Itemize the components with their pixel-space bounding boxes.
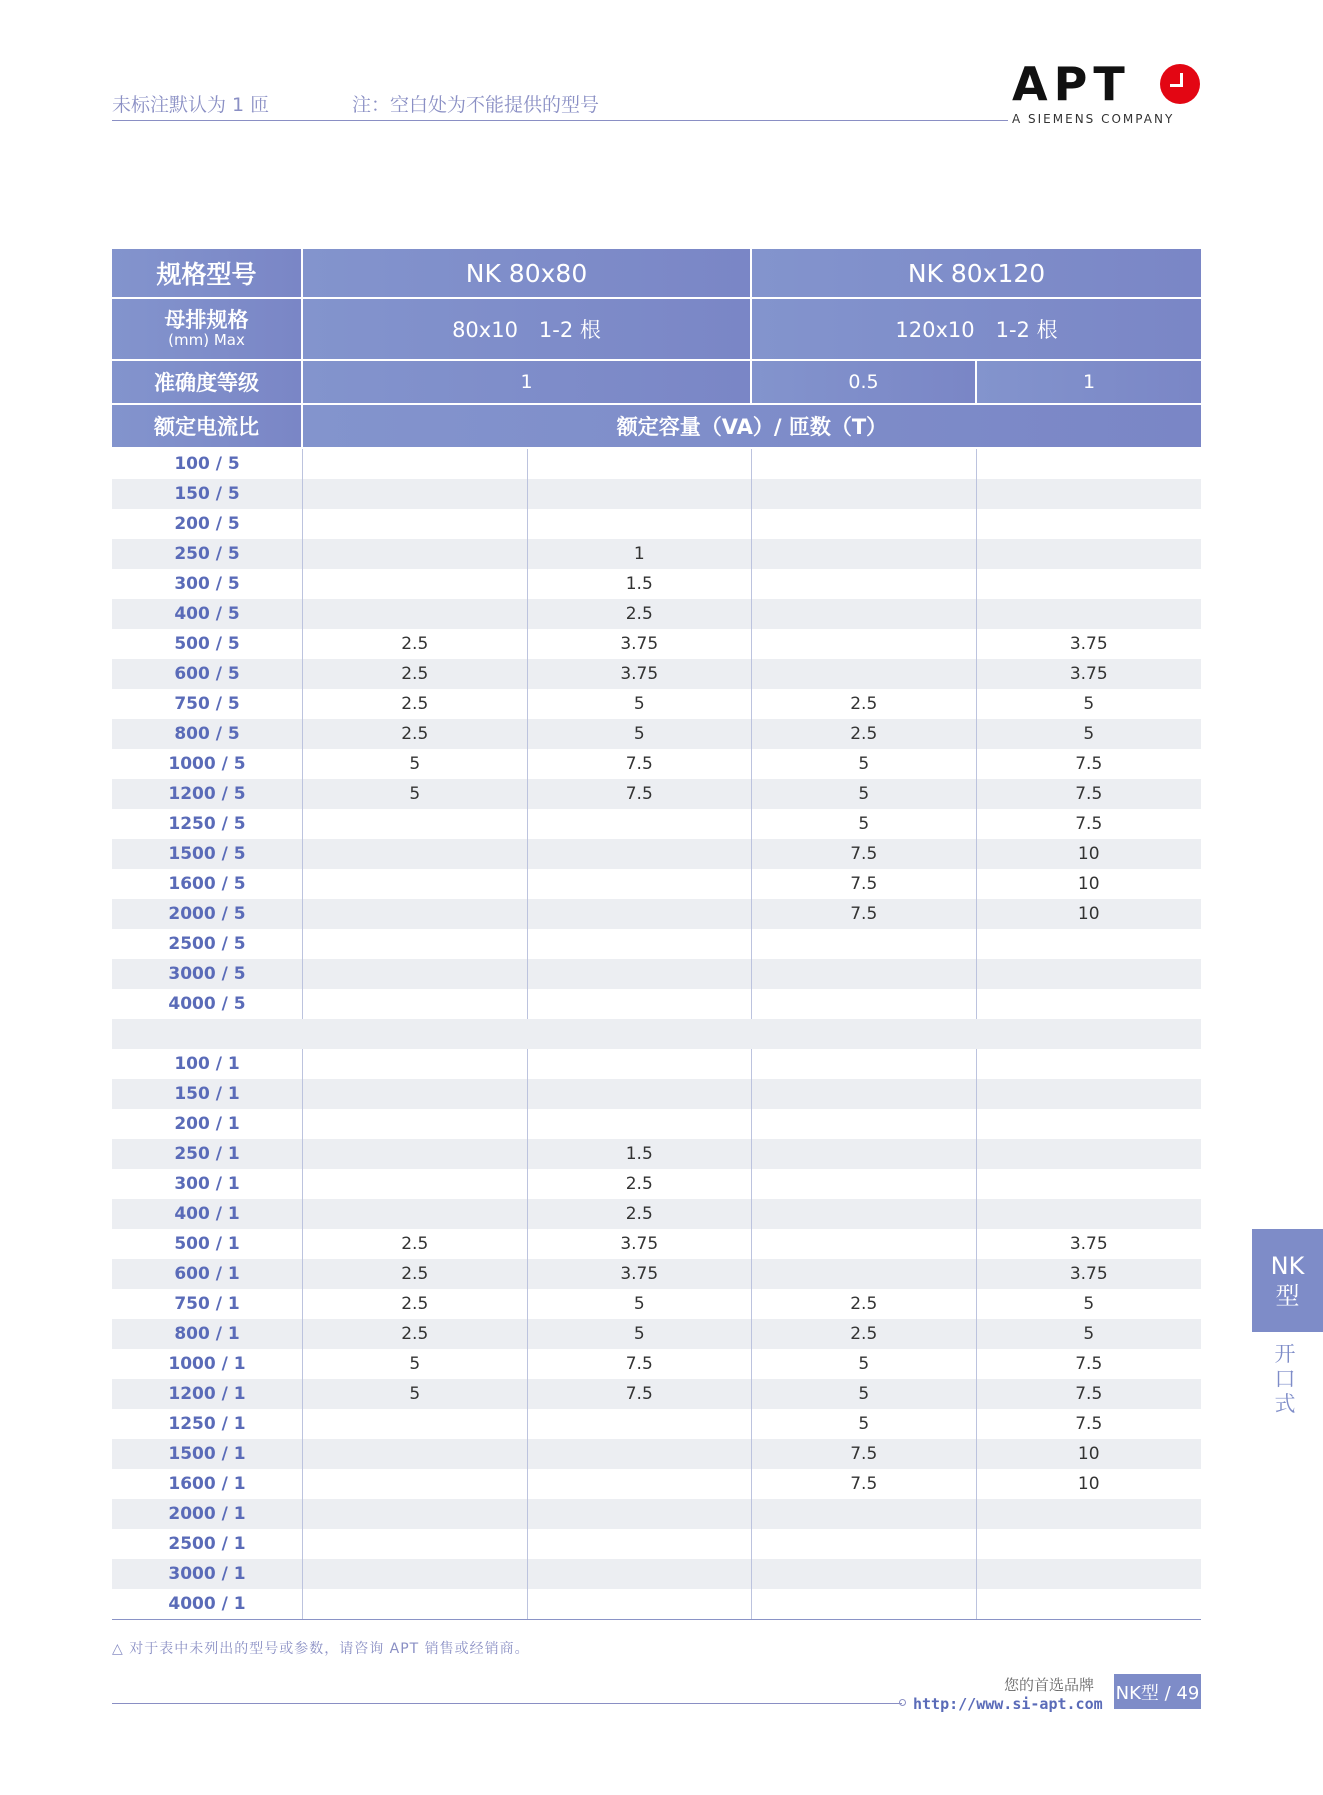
capacity-cell: 3.75 (1069, 634, 1108, 654)
capacity-cell (752, 1229, 977, 1259)
table-row (112, 449, 1201, 479)
table-row (112, 719, 1201, 749)
capacity-cell (752, 629, 977, 659)
capacity-cell (528, 479, 753, 509)
footer-rule (112, 1703, 902, 1704)
table-row (112, 1049, 1201, 1079)
ratio-cell: 250 / 5 (112, 539, 303, 569)
capacity-cell (528, 869, 753, 899)
capacity-cell: 7.5 (752, 839, 977, 869)
capacity-cell: 2.5 (303, 1289, 528, 1319)
capacity-cell (528, 449, 753, 479)
capacity-cell (977, 1529, 1202, 1559)
capacity-cell (752, 479, 977, 509)
capacity-cell (977, 539, 1202, 569)
capacity-cell (528, 809, 753, 839)
busbar-label: 母排规格 (164, 308, 249, 333)
ratio-cell: 4000 / 5 (112, 989, 303, 1019)
ratio-cell: 150 / 5 (112, 479, 303, 509)
capacity-cell: 2.5 (752, 719, 977, 749)
capacity-cell (752, 989, 977, 1019)
capacity-cell (528, 929, 753, 959)
capacity-cell (528, 1499, 753, 1529)
ratio-cell: 2000 / 1 (112, 1499, 303, 1529)
capacity-cell: 3.75 (1069, 1264, 1108, 1284)
ratio-cell: 150 / 1 (112, 1079, 303, 1109)
ratio-cell: 1250 / 1 (112, 1409, 303, 1439)
capacity-cell (977, 1169, 1202, 1199)
capacity-cell (528, 1529, 753, 1559)
capacity-cell (303, 839, 528, 869)
capacity-cell (977, 959, 1202, 989)
capacity-label: 额定容量（VA）/ 匝数（T） (303, 405, 1201, 449)
capacity-cell: 1 (528, 539, 753, 569)
table-row (112, 1469, 1201, 1499)
table-row (112, 539, 1201, 569)
table-row (112, 1319, 1201, 1349)
logo-wordmark: APT (1012, 57, 1131, 111)
capacity-cell: 5 (303, 1379, 528, 1409)
apt-logo (1012, 58, 1202, 128)
capacity-cell: 5 (528, 1319, 753, 1349)
capacity-cell (528, 1409, 753, 1439)
model-b: NK 80x120 (752, 249, 1201, 299)
footnote: △ 对于表中未列出的型号或参数，请咨询 APT 销售或经销商。 (112, 1641, 530, 1657)
capacity-cell (752, 959, 977, 989)
capacity-cell (528, 1559, 753, 1589)
ratio-cell: 1600 / 5 (112, 869, 303, 899)
capacity-cell (977, 1589, 1202, 1619)
capacity-cell (303, 449, 528, 479)
capacity-cell (528, 1109, 753, 1139)
capacity-cell (303, 989, 528, 1019)
capacity-cell (752, 1199, 977, 1229)
capacity-cell: 5 (752, 1349, 977, 1379)
capacity-cell: 3.75 (528, 659, 753, 689)
capacity-cell (303, 959, 528, 989)
capacity-cell (752, 659, 977, 689)
capacity-cell (752, 509, 977, 539)
capacity-cell (303, 1409, 528, 1439)
capacity-cell: 2.5 (528, 1169, 753, 1199)
table-row (112, 1439, 1201, 1469)
section-gap-row (112, 1019, 1201, 1049)
capacity-cell: 5 (528, 719, 753, 749)
ratio-cell: 200 / 5 (112, 509, 303, 539)
capacity-cell (977, 509, 1202, 539)
capacity-cell: 2.5 (752, 1289, 977, 1319)
default-turns-note: 未标注默认为 1 匝 (112, 94, 270, 116)
capacity-cell (528, 509, 753, 539)
capacity-cell (977, 1559, 1202, 1589)
capacity-cell (977, 599, 1202, 629)
ratio-cell: 500 / 5 (112, 629, 303, 659)
capacity-cell: 3.75 (528, 1229, 753, 1259)
grade-label: 准确度等级 (112, 361, 303, 405)
ratio-cell: 1250 / 5 (112, 809, 303, 839)
busbar-a: 80x10 1-2 根 (303, 299, 752, 361)
capacity-cell (752, 929, 977, 959)
table-row (112, 689, 1201, 719)
spec-label: 规格型号 (112, 249, 303, 299)
ratio-cell: 400 / 1 (112, 1199, 303, 1229)
capacity-cell (977, 1499, 1202, 1529)
website-link[interactable]: http://www.si-apt.com (913, 1695, 1103, 1713)
capacity-cell: 5 (752, 809, 977, 839)
table-row (112, 1529, 1201, 1559)
capacity-cell: 5 (303, 1349, 528, 1379)
header-row-model (112, 249, 1201, 299)
capacity-cell (303, 1199, 528, 1229)
ratio-cell: 250 / 1 (112, 1139, 303, 1169)
capacity-cell (303, 809, 528, 839)
capacity-cell (528, 1589, 753, 1619)
capacity-cell (752, 1499, 977, 1529)
table-row (112, 1499, 1201, 1529)
capacity-cell: 5 (303, 749, 528, 779)
ratio-cell: 3000 / 5 (112, 959, 303, 989)
capacity-cell: 2.5 (303, 1229, 528, 1259)
capacity-cell: 2.5 (752, 689, 977, 719)
capacity-cell (752, 569, 977, 599)
capacity-cell: 7.5 (752, 869, 977, 899)
capacity-cell: 7.5 (1075, 784, 1103, 804)
header-row-ratio (112, 405, 1201, 449)
capacity-cell (977, 1139, 1202, 1169)
capacity-cell (303, 539, 528, 569)
capacity-cell: 3.75 (528, 1259, 753, 1289)
table-row (112, 479, 1201, 509)
capacity-cell (303, 1439, 528, 1469)
capacity-cell (977, 1109, 1202, 1139)
capacity-cell: 5 (752, 749, 977, 779)
header-row-busbar (112, 299, 1201, 361)
table-row (112, 509, 1201, 539)
busbar-b: 120x10 1-2 根 (752, 299, 1201, 361)
table-row (112, 779, 1201, 809)
capacity-cell: 10 (1077, 904, 1100, 924)
capacity-cell (528, 899, 753, 929)
capacity-cell: 2.5 (303, 689, 528, 719)
ratio-cell: 200 / 1 (112, 1109, 303, 1139)
side-tab-nk[interactable] (1252, 1229, 1323, 1332)
grade-a: 1 (303, 361, 752, 405)
logo-tagline: A SIEMENS COMPANY (1012, 112, 1175, 126)
capacity-cell (528, 1439, 753, 1469)
busbar-unit: (mm) Max (168, 331, 245, 350)
ratio-cell: 1500 / 5 (112, 839, 303, 869)
capacity-cell (752, 1589, 977, 1619)
ratio-cell: 1500 / 1 (112, 1439, 303, 1469)
ratio-cell: 100 / 5 (112, 449, 303, 479)
capacity-cell: 5 (1083, 724, 1095, 744)
table-row (112, 659, 1201, 689)
capacity-cell: 7.5 (752, 1469, 977, 1499)
capacity-cell: 2.5 (528, 1199, 753, 1229)
capacity-cell (303, 1079, 528, 1109)
table-row (112, 1169, 1201, 1199)
capacity-cell: 10 (1077, 844, 1100, 864)
capacity-cell (977, 1049, 1202, 1079)
grade-b1: 0.5 (752, 361, 977, 405)
capacity-cell (977, 479, 1202, 509)
ratio-cell: 500 / 1 (112, 1229, 303, 1259)
capacity-cell (977, 449, 1202, 479)
capacity-cell: 7.5 (528, 1349, 753, 1379)
capacity-cell (303, 1529, 528, 1559)
table-row (112, 809, 1201, 839)
capacity-cell: 7.5 (528, 1379, 753, 1409)
capacity-cell: 5 (528, 1289, 753, 1319)
capacity-cell (752, 1169, 977, 1199)
table-row (112, 1259, 1201, 1289)
slogan: 您的首选品牌 (1004, 1676, 1095, 1694)
capacity-cell (752, 1139, 977, 1169)
capacity-cell (303, 1139, 528, 1169)
capacity-cell: 7.5 (1075, 754, 1103, 774)
ratio-cell: 750 / 5 (112, 689, 303, 719)
capacity-cell (528, 989, 753, 1019)
capacity-cell (303, 929, 528, 959)
ratio-cell: 300 / 1 (112, 1169, 303, 1199)
capacity-cell: 5 (752, 1409, 977, 1439)
table-row (112, 1229, 1201, 1259)
capacity-cell (303, 599, 528, 629)
capacity-cell: 2.5 (303, 1259, 528, 1289)
ratio-cell: 1200 / 1 (112, 1379, 303, 1409)
table-row (112, 929, 1201, 959)
capacity-cell: 5 (1083, 1294, 1095, 1314)
table-row (112, 959, 1201, 989)
capacity-cell: 5 (1083, 1324, 1095, 1344)
table-row (112, 1079, 1201, 1109)
capacity-cell: 10 (1077, 874, 1100, 894)
busbar-label-cell (112, 299, 303, 361)
capacity-cell (752, 539, 977, 569)
capacity-cell (303, 899, 528, 929)
ratio-cell: 600 / 1 (112, 1259, 303, 1289)
capacity-cell (303, 1559, 528, 1589)
ratio-cell: 2500 / 5 (112, 929, 303, 959)
table-row (112, 1139, 1201, 1169)
capacity-cell (303, 569, 528, 599)
capacity-cell (752, 599, 977, 629)
table-row (112, 749, 1201, 779)
table-row (112, 1109, 1201, 1139)
capacity-cell: 3.75 (528, 629, 753, 659)
capacity-cell (303, 479, 528, 509)
blank-cell-note: 注：空白处为不能提供的型号 (352, 94, 600, 116)
ratio-cell: 1000 / 1 (112, 1349, 303, 1379)
table-row (112, 899, 1201, 929)
ratio-label: 额定电流比 (112, 405, 303, 449)
ratio-cell: 800 / 5 (112, 719, 303, 749)
capacity-cell (528, 1469, 753, 1499)
capacity-cell: 7.5 (1075, 1384, 1103, 1404)
capacity-cell: 5 (528, 689, 753, 719)
capacity-cell: 5 (303, 779, 528, 809)
ratio-cell: 100 / 1 (112, 1049, 303, 1079)
capacity-cell: 2.5 (303, 659, 528, 689)
data-body (112, 449, 1201, 1619)
table-row (112, 1589, 1201, 1619)
capacity-cell (977, 929, 1202, 959)
ratio-cell: 2000 / 5 (112, 899, 303, 929)
capacity-cell (303, 1589, 528, 1619)
capacity-cell (752, 1559, 977, 1589)
capacity-cell: 1.5 (528, 1139, 753, 1169)
capacity-cell: 7.5 (1075, 1354, 1103, 1374)
table-row (112, 569, 1201, 599)
table-row (112, 599, 1201, 629)
table-row (112, 839, 1201, 869)
table-bottom-rule (112, 1619, 1201, 1620)
ratio-cell: 750 / 1 (112, 1289, 303, 1319)
table-row (112, 1409, 1201, 1439)
capacity-cell: 2.5 (303, 719, 528, 749)
capacity-cell (752, 1529, 977, 1559)
clock-mark-icon (1160, 64, 1200, 104)
ratio-cell: 600 / 5 (112, 659, 303, 689)
table-row (112, 1289, 1201, 1319)
footer-dot-icon (899, 1699, 906, 1706)
ratio-cell: 2500 / 1 (112, 1529, 303, 1559)
table-row (112, 1379, 1201, 1409)
header-row-grade (112, 361, 1201, 405)
table-row (112, 1559, 1201, 1589)
table-row (112, 1349, 1201, 1379)
capacity-cell: 7.5 (752, 899, 977, 929)
table-row (112, 989, 1201, 1019)
grade-b2: 1 (977, 361, 1201, 405)
ratio-cell: 1200 / 5 (112, 779, 303, 809)
capacity-cell (752, 449, 977, 479)
capacity-cell (977, 569, 1202, 599)
capacity-cell (752, 1259, 977, 1289)
page-number: NK型 / 49 (1114, 1674, 1201, 1709)
capacity-cell: 7.5 (1075, 1414, 1103, 1434)
capacity-cell: 7.5 (528, 749, 753, 779)
capacity-cell: 5 (1083, 694, 1095, 714)
capacity-cell: 2.5 (303, 1319, 528, 1349)
capacity-cell (528, 839, 753, 869)
capacity-cell (303, 509, 528, 539)
ratio-cell: 1600 / 1 (112, 1469, 303, 1499)
capacity-cell (752, 1049, 977, 1079)
capacity-cell: 2.5 (528, 599, 753, 629)
capacity-cell: 1.5 (528, 569, 753, 599)
capacity-cell: 10 (1077, 1444, 1100, 1464)
capacity-cell (303, 1469, 528, 1499)
ratio-cell: 400 / 5 (112, 599, 303, 629)
capacity-cell (303, 1049, 528, 1079)
capacity-cell (977, 1079, 1202, 1109)
side-tab-line2: 型 (1275, 1281, 1300, 1310)
side-tab-line1: NK (1270, 1251, 1305, 1280)
capacity-cell (303, 1109, 528, 1139)
capacity-cell: 2.5 (752, 1319, 977, 1349)
ratio-cell: 300 / 5 (112, 569, 303, 599)
capacity-cell (528, 1049, 753, 1079)
ratio-cell: 4000 / 1 (112, 1589, 303, 1619)
table-row (112, 629, 1201, 659)
spec-table (112, 249, 1201, 1620)
table-row (112, 869, 1201, 899)
table-row (112, 1199, 1201, 1229)
capacity-cell: 5 (752, 779, 977, 809)
capacity-cell: 7.5 (1075, 814, 1103, 834)
capacity-cell: 3.75 (1069, 1234, 1108, 1254)
capacity-cell: 5 (752, 1379, 977, 1409)
capacity-cell (303, 869, 528, 899)
capacity-cell (752, 1079, 977, 1109)
ratio-cell: 800 / 1 (112, 1319, 303, 1349)
side-category: 开口式 (1274, 1342, 1296, 1416)
header-rule (112, 120, 1008, 121)
model-a: NK 80x80 (303, 249, 752, 299)
capacity-cell (752, 1109, 977, 1139)
capacity-cell: 2.5 (303, 629, 528, 659)
capacity-cell (977, 989, 1202, 1019)
capacity-cell (977, 1199, 1202, 1229)
capacity-cell: 10 (1077, 1474, 1100, 1494)
ratio-cell: 3000 / 1 (112, 1559, 303, 1589)
capacity-cell (303, 1499, 528, 1529)
capacity-cell: 3.75 (1069, 664, 1108, 684)
capacity-cell (528, 1079, 753, 1109)
capacity-cell: 7.5 (528, 779, 753, 809)
capacity-cell: 7.5 (752, 1439, 977, 1469)
capacity-cell (303, 1169, 528, 1199)
ratio-cell: 1000 / 5 (112, 749, 303, 779)
capacity-cell (528, 959, 753, 989)
